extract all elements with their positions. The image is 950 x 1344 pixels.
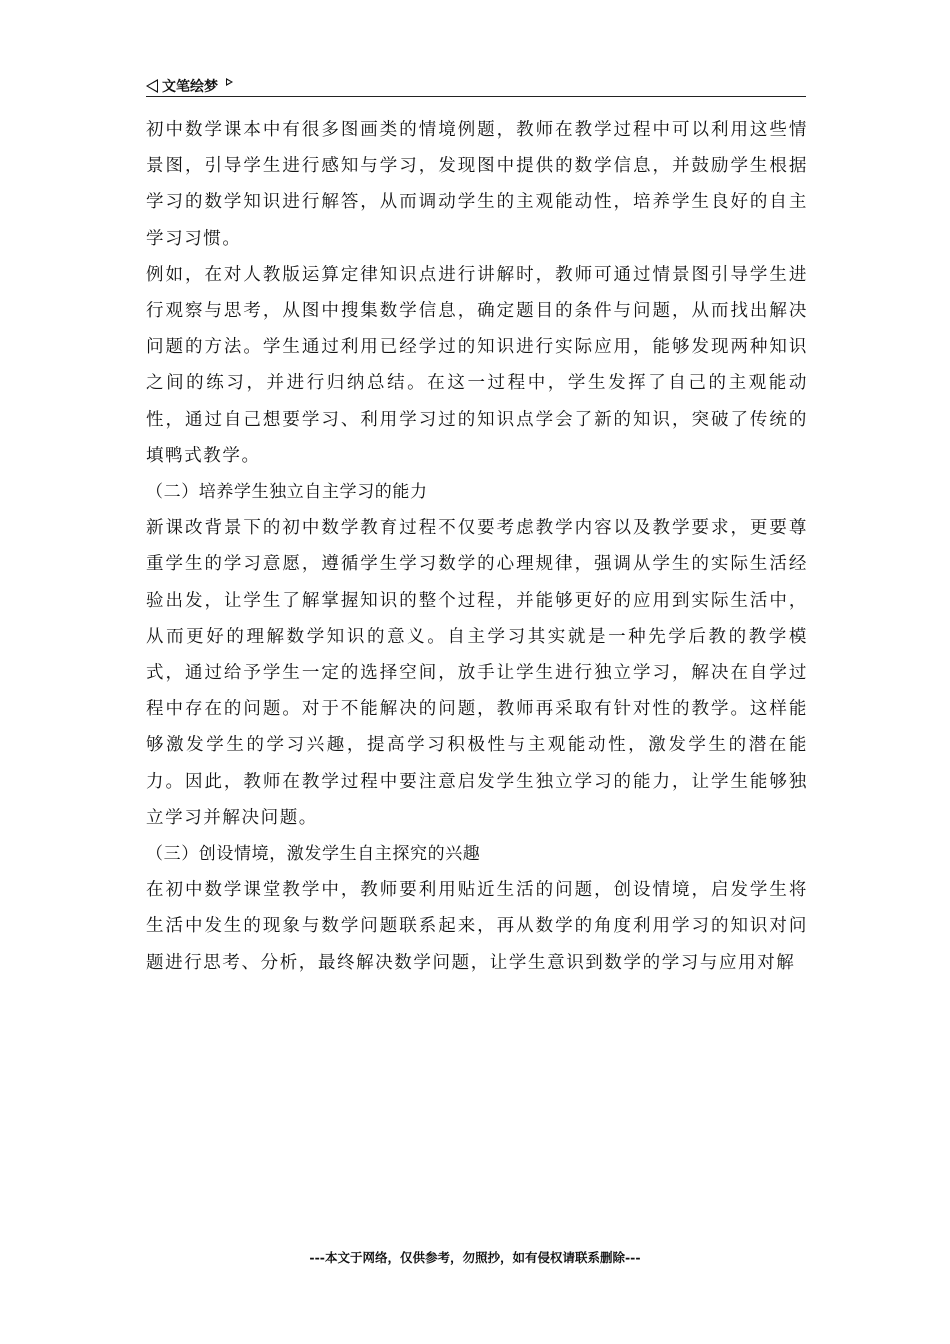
section-heading: （二）培养学生独立自主学习的能力 [146, 482, 428, 503]
page-header [146, 74, 806, 97]
triangle-right-icon [226, 78, 233, 86]
paragraph: 在初中数学课堂教学中，教师要利用贴近生活的问题，创设情境，启发学生将生活中发生的现象与数学问题联系起来，再从数学的角度利用学习的知识对问题进行思考、分析，最终解决数学问题，让学生意识到数学的学习与应用对解 [146, 880, 808, 973]
header-brand [146, 76, 233, 96]
triangle-left-icon [146, 79, 158, 93]
paragraph: 初中数学课本中有很多图画类的情境例题，教师在教学过程中可以利用这些情景图，引导学生进行感知与学习，发现图中提供的数学信息，并鼓励学生根据学习的数学知识进行解答，从而调动学生的主观能动性，培养学生良好的自主学习习惯。 [146, 120, 808, 249]
document-body [146, 112, 808, 981]
footer-notice: ---本文于网络，仅供参考，勿照抄，如有侵权请联系删除--- [309, 1250, 641, 1265]
brand-name: 文笔绘梦 [162, 79, 218, 95]
paragraph: 新课改背景下的初中数学教育过程不仅要考虑教学内容以及教学要求，更要尊重学生的学习意愿，遵循学生学习数学的心理规律，强调从学生的实际生活经验出发，让学生了解掌握知识的整个过程，并能够更好的应用到实际生活中，从而更好的理解数学知识的意义。自主学习其实就是一种先学后教的教学模式，通过给予学生一定的选择空间，放手让学生进行独立学习，解决在自学过程中存在的问题。对于不能解决的问题，教师再采取有针对性的教学。这样能够激发学生的学习兴趣，提高学习积极性与主观能动性，激发学生的潜在能力。因此，教师在教学过程中要注意启发学生独立学习的能力，让学生能够独立学习并解决问题。 [146, 518, 808, 828]
section-heading: （三）创设情境，激发学生自主探究的兴趣 [146, 844, 481, 865]
paragraph: 例如，在对人教版运算定律知识点进行讲解时，教师可通过情景图引导学生进行观察与思考，从图中搜集数学信息，确定题目的条件与问题，从而找出解决问题的方法。学生通过利用已经学过的知识进行实际应用，能够发现两种知识之间的练习，并进行归纳总结。在这一过程中，学生发挥了自己的主观能动性，通过自己想要学习、利用学习过的知识点学会了新的知识，突破了传统的填鸭式教学。 [146, 264, 808, 466]
